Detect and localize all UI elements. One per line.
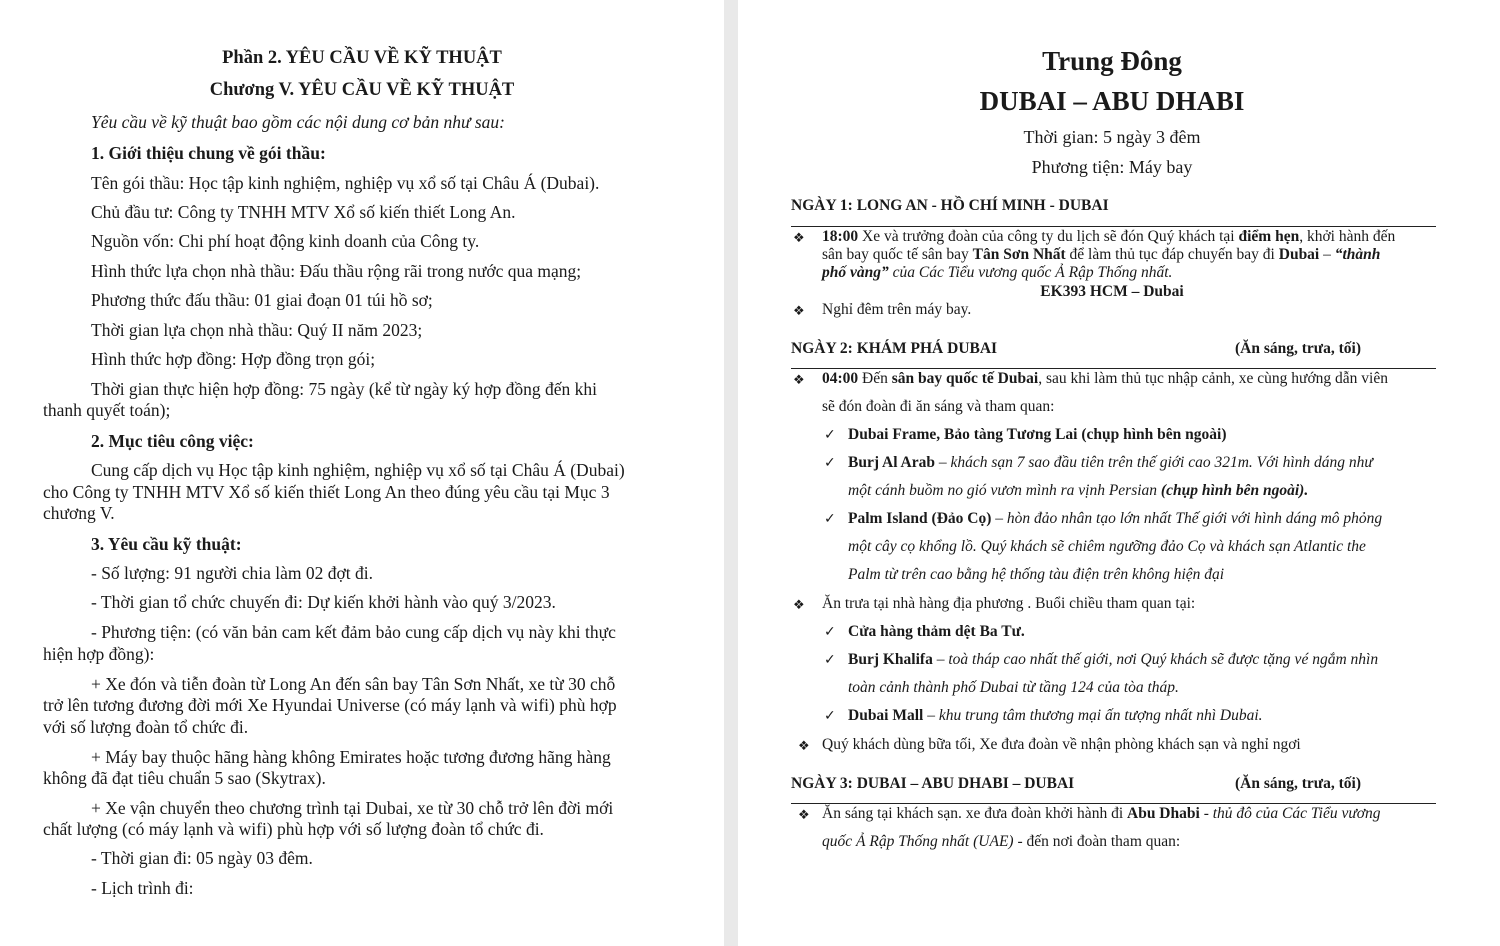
day-3-line-1 <box>822 805 1381 823</box>
part-title: Phần 2. YÊU CẦU VỀ KỸ THUẬT <box>222 48 502 68</box>
day-3-meals: (Ăn sáng, trưa, tối) <box>1235 775 1361 792</box>
text: “thành <box>1334 246 1381 263</box>
text: - thủ đô của Các Tiểu vương <box>1199 805 1381 822</box>
day-2-dinner: Quý khách dùng bữa tối, Xe đưa đoàn về nhận phòng khách sạn và nghỉ ngơi <box>822 736 1301 753</box>
checkmark-icon: ✓ <box>824 455 836 471</box>
text: Abu Dhabi <box>1127 805 1200 822</box>
text: phố vàng” <box>822 264 889 281</box>
sight-palm-island-line-2: một cây cọ khổng lồ. Quý khách sẽ chiêm ngưỡng đảo Cọ và khách sạn Atlantic the <box>848 538 1366 555</box>
text: – <box>1319 246 1335 263</box>
divider <box>791 803 1436 804</box>
text: , khởi hành đến <box>1299 228 1396 245</box>
paragraph-line: + Xe vận chuyển theo chương trình tại Dubai, xe từ 30 chỗ trở lên đời mới <box>91 798 614 818</box>
tour-duration: Thời gian: 5 ngày 3 đêm <box>1023 127 1201 147</box>
day-1-line-3 <box>822 264 1172 282</box>
paragraph-line: trở lên tương đương đời mới Xe Hyundai Universe (có máy lạnh và wifi) phù hợp <box>43 695 617 715</box>
paragraph-line: + Máy bay thuộc hãng hàng không Emirates hoặc tương đương hãng hàng <box>91 747 611 767</box>
list-item: Thời gian lựa chọn nhà thầu: Quý II năm 2023; <box>91 320 423 340</box>
checkmark-icon: ✓ <box>824 708 836 724</box>
day-2-heading: NGÀY 2: KHÁM PHÁ DUBAI <box>791 340 998 357</box>
text: Dubai <box>1278 246 1320 263</box>
time-label: 18:00 <box>822 228 859 245</box>
list-item: thanh quyết toán); <box>43 400 171 420</box>
day-1-night: Nghỉ đêm trên máy bay. <box>822 301 972 318</box>
list-item: - Thời gian đi: 05 ngày 03 đêm. <box>91 848 313 868</box>
text: – toà tháp cao nhất thế giới, nơi Quý khách sẽ được tặng vé ngắm nhìn <box>932 651 1379 668</box>
list-item: Hình thức hợp đồng: Hợp đồng trọn gói; <box>91 349 376 369</box>
text: – hòn đảo nhân tạo lớn nhất Thế giới với hình dáng mô phỏng <box>991 510 1383 527</box>
list-item: Tên gói thầu: Học tập kinh nghiệm, nghiệp vụ xổ số tại Châu Á (Dubai). <box>91 173 600 193</box>
text: Tân Sơn Nhất <box>972 246 1066 263</box>
day-3-heading: NGÀY 3: DUBAI – ABU DHABI – DUBAI <box>791 775 1075 792</box>
text: – khách sạn 7 sao đầu tiên trên thế giới cao 321m. Với hình dáng như <box>934 454 1373 471</box>
divider <box>791 368 1436 369</box>
list-item: - Thời gian tổ chức chuyến đi: Dự kiến khởi hành vào quý 3/2023. <box>91 592 556 612</box>
diamond-bullet-icon: ❖ <box>798 739 810 754</box>
list-item: Thời gian thực hiện hợp đồng: 75 ngày (kể từ ngày ký hợp đồng đến khi <box>91 379 598 399</box>
paragraph-line: cho Công ty TNHH MTV Xổ số kiến thiết Long An theo đúng yêu cầu tại Mục 3 <box>43 482 610 502</box>
text: (chụp hình bên ngoài). <box>1160 482 1309 499</box>
day-1-line-1 <box>822 228 1395 246</box>
checkmark-icon: ✓ <box>824 511 836 527</box>
list-item: - Lịch trình đi: <box>91 878 194 898</box>
list-item: Phương thức đấu thầu: 01 giai đoạn 01 túi hồ sơ; <box>91 290 433 310</box>
list-item: Hình thức lựa chọn nhà thầu: Đấu thầu rộng rãi trong nước qua mạng; <box>91 261 582 281</box>
text: – khu trung tâm thương mại ấn tượng nhất nhì Dubai. <box>923 707 1263 724</box>
text: điểm hẹn <box>1238 228 1300 245</box>
day-2-meals: (Ăn sáng, trưa, tối) <box>1235 340 1361 357</box>
text: quốc Ả Rập Thống nhất (UAE) <box>822 833 1014 850</box>
sight-burj-al-arab <box>848 454 1373 472</box>
text: Burj Khalifa <box>848 651 933 668</box>
text: Ăn sáng tại khách sạn. xe đưa đoàn khởi hành đi <box>822 805 1127 822</box>
paragraph-line: - Phương tiện: (có văn bản cam kết đảm bảo cung cấp dịch vụ này khi thực <box>91 622 616 642</box>
text: Palm Island (Đảo Cọ) <box>848 510 992 527</box>
checkmark-icon: ✓ <box>824 427 836 443</box>
paragraph-line: hiện hợp đồng): <box>43 644 155 664</box>
sight-dubai-frame: Dubai Frame, Bảo tàng Tương Lai (chụp hình bên ngoài) <box>848 426 1227 443</box>
region-title: Trung Đông <box>1042 46 1182 76</box>
paragraph-line: Cung cấp dịch vụ Học tập kinh nghiệm, nghiệp vụ xổ số tại Châu Á (Dubai) <box>91 460 625 480</box>
paragraph-line: chương V. <box>43 503 115 523</box>
paragraph-line: + Xe đón và tiễn đoàn từ Long An đến sân bay Tân Sơn Nhất, xe từ 30 chỗ <box>91 674 616 694</box>
left-page <box>0 0 724 946</box>
text: của Các Tiểu vương quốc Ả Rập Thống nhất. <box>888 264 1173 281</box>
section-1-heading: 1. Giới thiệu chung về gói thầu: <box>91 143 326 163</box>
text: sân bay quốc tế sân bay <box>822 246 973 263</box>
sight-palm-island <box>848 510 1382 528</box>
list-item: - Số lượng: 91 người chia làm 02 đợt đi. <box>91 563 373 583</box>
day-2-line-1 <box>822 370 1388 388</box>
sight-burj-khalifa <box>848 651 1378 669</box>
list-item: Chủ đầu tư: Công ty TNHH MTV Xổ số kiến thiết Long An. <box>91 202 516 222</box>
paragraph-line: chất lượng (có máy lạnh và wifi) phù hợp với số lượng đoàn tổ chức đi. <box>43 819 544 839</box>
right-page <box>738 0 1500 946</box>
paragraph-line: với số lượng đoàn tổ chức đi. <box>43 717 249 737</box>
text: Burj Al Arab <box>848 454 935 471</box>
intro-text: Yêu cầu về kỹ thuật bao gồm các nội dung cơ bản như sau: <box>91 112 506 132</box>
sight-burj-al-arab-line-2 <box>848 482 1308 500</box>
tour-title: DUBAI – ABU DHABI <box>979 86 1245 116</box>
text: Đến <box>858 370 892 387</box>
divider <box>791 226 1436 227</box>
sight-carpet-shop: Cửa hàng thảm dệt Ba Tư. <box>848 623 1025 640</box>
section-2-heading: 2. Mục tiêu công việc: <box>91 431 254 451</box>
sight-burj-khalifa-line-2: toàn cảnh thành phố Dubai từ tầng 124 của tòa tháp. <box>848 679 1179 696</box>
text: - đến nơi đoàn tham quan: <box>1013 833 1181 850</box>
list-item: Nguồn vốn: Chi phí hoạt động kinh doanh của Công ty. <box>91 231 480 251</box>
sight-dubai-mall <box>848 707 1263 725</box>
diamond-bullet-icon: ❖ <box>793 231 805 246</box>
text: một cánh buồm no gió vươn mình ra vịnh Persian <box>848 482 1161 499</box>
text: Dubai Mall <box>848 707 924 724</box>
day-1-heading: NGÀY 1: LONG AN - HỒ CHÍ MINH - DUBAI <box>791 197 1109 214</box>
text: , sau khi làm thủ tục nhập cảnh, xe cùng hướng dẫn viên <box>1038 370 1388 387</box>
text: sân bay quốc tế Dubai <box>891 370 1039 387</box>
chapter-title: Chương V. YÊU CẦU VỀ KỸ THUẬT <box>209 80 515 100</box>
diamond-bullet-icon: ❖ <box>798 808 810 823</box>
tour-transport: Phương tiện: Máy bay <box>1031 157 1193 177</box>
diamond-bullet-icon: ❖ <box>793 304 805 319</box>
sight-palm-island-line-3: Palm từ trên cao bằng hệ thống tàu điện trên không hiện đại <box>848 566 1225 583</box>
paragraph-line: không đã đạt tiêu chuẩn 5 sao (Skytrax). <box>43 768 326 788</box>
text: để làm thủ tục đáp chuyến bay đi <box>1065 246 1279 263</box>
diamond-bullet-icon: ❖ <box>793 373 805 388</box>
time-label: 04:00 <box>822 370 859 387</box>
section-3-heading: 3. Yêu cầu kỹ thuật: <box>91 534 242 554</box>
text: Xe và trưởng đoàn của công ty du lịch sẽ đón Quý khách tại <box>858 228 1239 245</box>
flight-code: EK393 HCM – Dubai <box>1040 283 1184 300</box>
day-1-line-2 <box>822 246 1380 264</box>
checkmark-icon: ✓ <box>824 652 836 668</box>
diamond-bullet-icon: ❖ <box>793 598 805 613</box>
day-2-lunch: Ăn trưa tại nhà hàng địa phương . Buổi chiều tham quan tại: <box>822 595 1196 612</box>
day-3-line-2 <box>822 833 1180 851</box>
checkmark-icon: ✓ <box>824 624 836 640</box>
day-2-line-2: sẽ đón đoàn đi ăn sáng và tham quan: <box>822 398 1055 415</box>
